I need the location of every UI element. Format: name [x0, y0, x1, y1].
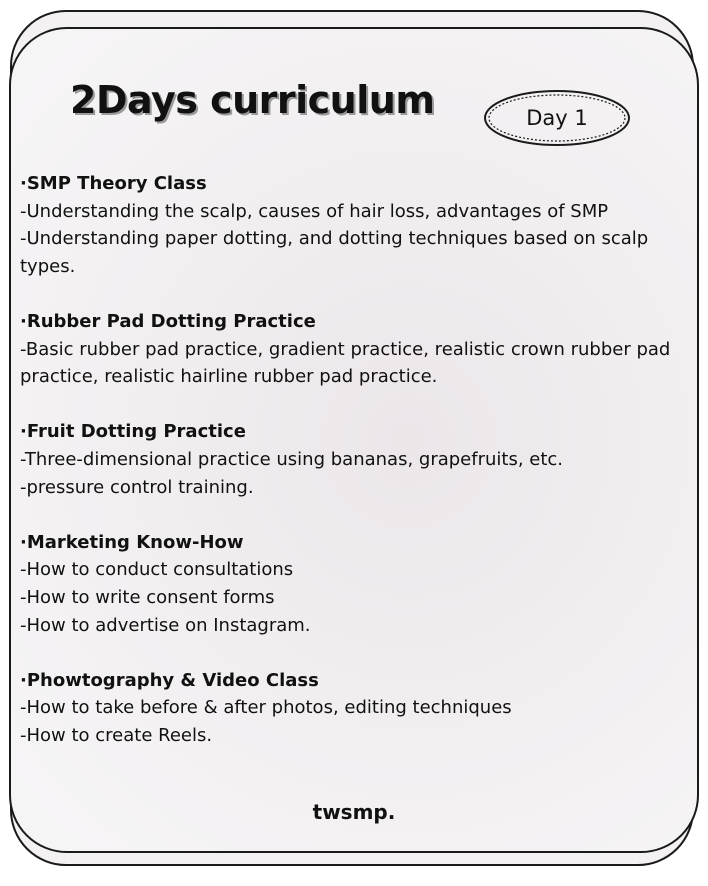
curriculum-sections [20, 170, 688, 777]
section-photography-video [20, 667, 688, 750]
brand-footer: twsmp. [312, 800, 396, 824]
section-line: -Understanding the scalp, causes of hair loss, advantages of SMP [20, 200, 609, 222]
section-line: -How to write consent forms [20, 586, 275, 608]
section-line: -Three-dimensional practice using bananas, grapefruits, etc. [20, 448, 564, 470]
section-fruit-dotting [20, 418, 688, 501]
section-line: -pressure control training. [20, 476, 254, 498]
section-title: ·Marketing Know-How [20, 531, 244, 553]
section-line: -Basic rubber pad practice, gradient practice, realistic crown rubber pad practice, realistic hairline rubber pad practice. [20, 338, 671, 388]
section-title: ·Fruit Dotting Practice [20, 421, 246, 443]
day-badge-label: Day 1 [526, 106, 588, 130]
section-line: -Understanding paper dotting, and dotting techniques based on scalp types. [20, 228, 649, 277]
section-marketing [20, 529, 688, 639]
section-title: ·SMP Theory Class [20, 173, 207, 194]
page-title: 2Days curriculum [70, 78, 435, 122]
section-title: ·Phowtography & Video Class [20, 669, 319, 691]
section-line: -How to take before & after photos, editing techniques [20, 697, 512, 719]
section-rubber-pad [20, 308, 688, 391]
section-line: -How to conduct consultations [20, 559, 294, 581]
section-smp-theory [20, 170, 688, 280]
section-line: -How to create Reels. [20, 724, 213, 746]
section-title: ·Rubber Pad Dotting Practice [20, 310, 316, 332]
day-badge [483, 88, 631, 148]
section-line: -How to advertise on Instagram. [20, 614, 311, 636]
